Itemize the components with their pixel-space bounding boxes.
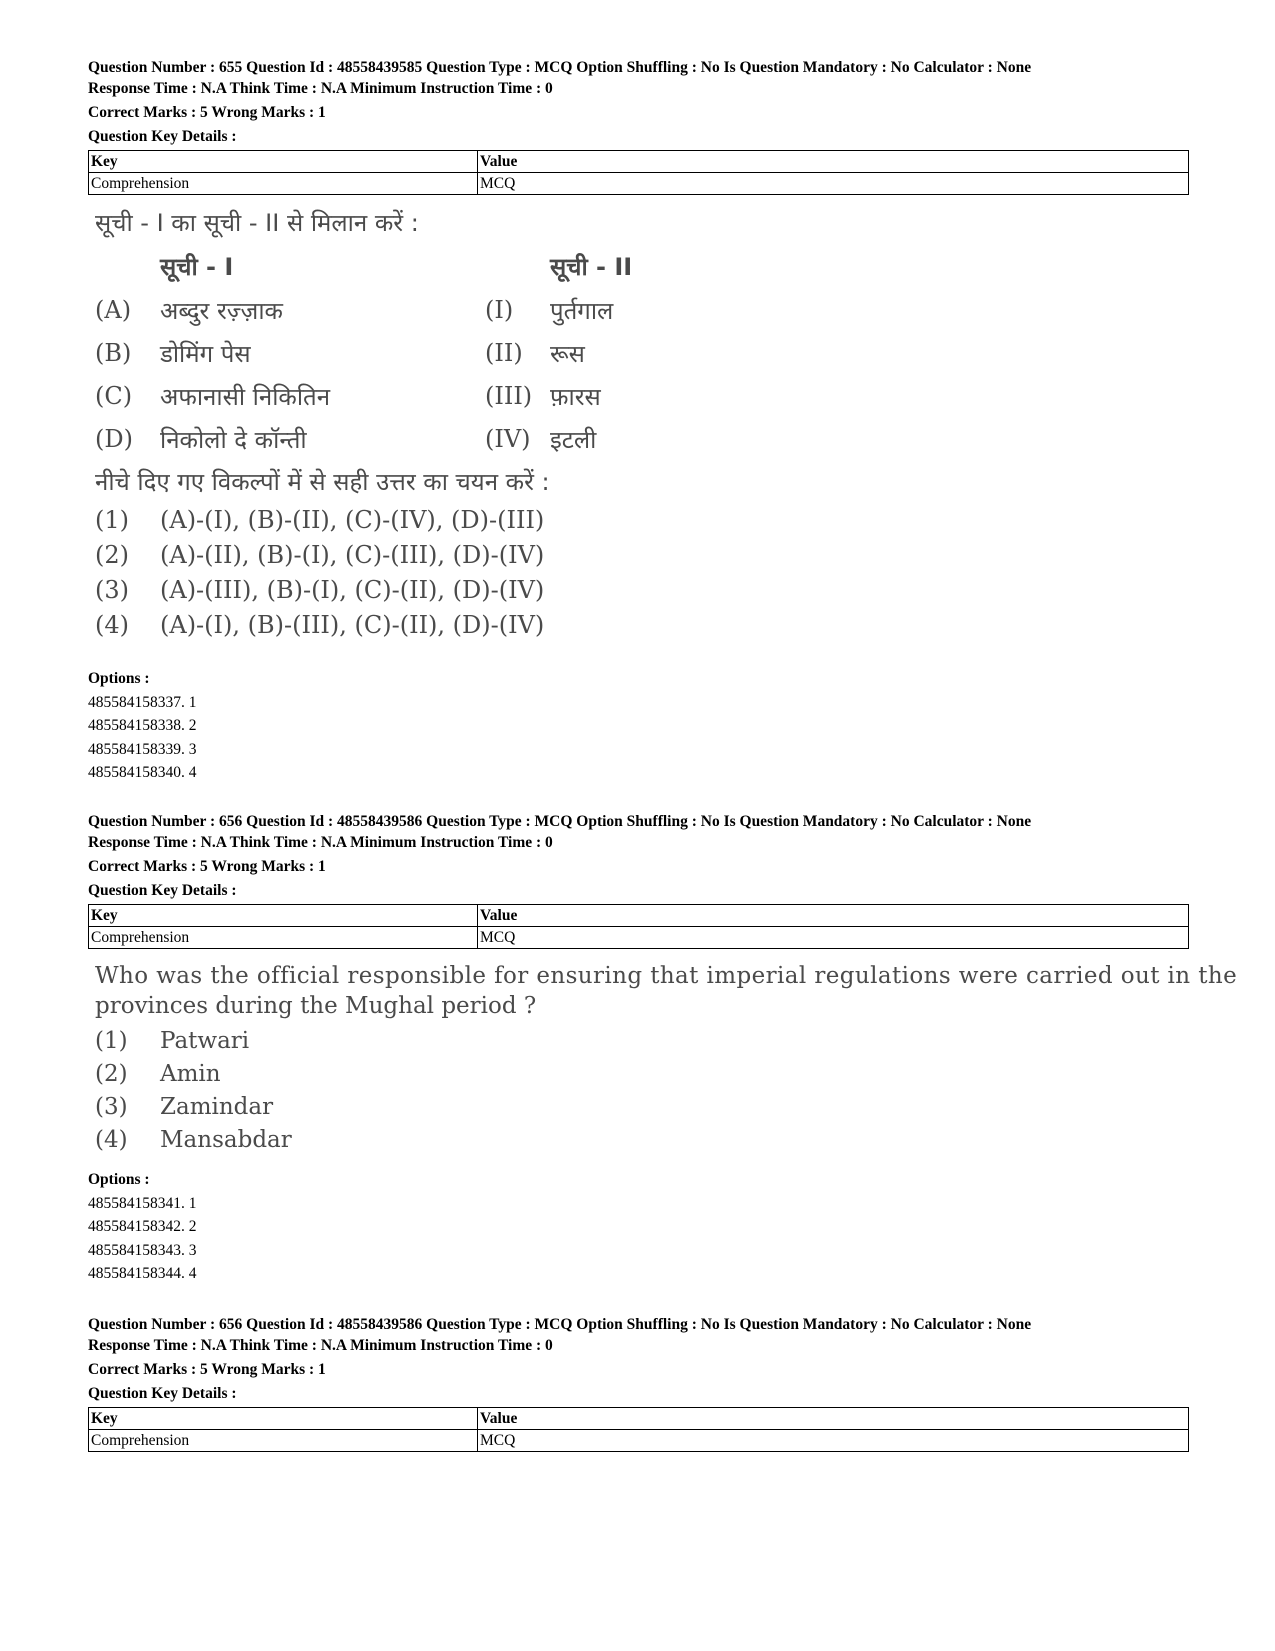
list1-label: (C) [95, 382, 133, 410]
list1-label: (D) [95, 425, 133, 453]
response-time-line: Response Time : N.A Think Time : N.A Minimum Instruction Time : 0 [88, 1337, 553, 1354]
option-item: 485584158344. 4 [88, 1265, 197, 1282]
response-time-line: Response Time : N.A Think Time : N.A Minimum Instruction Time : 0 [88, 80, 553, 97]
choice-number: (3) [95, 576, 129, 604]
list2-item: इटली [550, 426, 597, 454]
choice-text: (A)-(II), (B)-(I), (C)-(III), (D)-(IV) [160, 541, 545, 569]
question-text-line: provinces during the Mughal period ? [95, 993, 537, 1019]
choice-text: (A)-(III), (B)-(I), (C)-(II), (D)-(IV) [160, 576, 545, 604]
list1-item: निकोलो दे कॉन्ती [160, 426, 307, 454]
list2-item: फ़ारस [550, 383, 601, 411]
list1-item: अब्दुर रज़्ज़ाक [160, 297, 283, 325]
choice-number: (1) [95, 1028, 128, 1054]
key-details-label: Question Key Details : [88, 1385, 237, 1402]
list2-item: रूस [550, 340, 585, 368]
table-header-key: Key [89, 1408, 478, 1430]
table-header-key: Key [89, 905, 478, 927]
option-item: 485584158338. 2 [88, 717, 197, 734]
list2-heading: सूची - II [550, 253, 633, 281]
choice-number: (4) [95, 1127, 128, 1153]
choice-number: (4) [95, 611, 129, 639]
choice-number: (3) [95, 1094, 128, 1120]
question-meta-line: Question Number : 655 Question Id : 48558439585 Question Type : MCQ Option Shuffling : No Is Question Mandatory : No Calculator : None [88, 59, 1032, 76]
list1-heading: सूची - I [160, 253, 234, 281]
option-item: 485584158343. 3 [88, 1241, 197, 1259]
options-label: Options : [88, 1171, 150, 1188]
list1-item: डोमिंग पेस [160, 340, 251, 368]
match-instruction: सूची - I का सूची - II से मिलान करें : [95, 209, 419, 237]
options-list [88, 1168, 197, 1286]
option-item: 485584158341. 1 [88, 1194, 197, 1212]
list2-label: (II) [485, 339, 523, 367]
key-details-label: Question Key Details : [88, 128, 237, 145]
response-time-line: Response Time : N.A Think Time : N.A Minimum Instruction Time : 0 [88, 834, 553, 851]
table-header-key: Key [89, 151, 478, 173]
list1-item: अफानासी निकितिन [160, 383, 331, 411]
table-header-value: Value [478, 151, 1189, 173]
choice-text: Patwari [160, 1028, 250, 1054]
choice-number: (2) [95, 1061, 128, 1087]
table-cell-key: Comprehension [89, 927, 478, 949]
list2-label: (III) [485, 382, 533, 410]
table-cell-key: Comprehension [89, 173, 478, 195]
option-item: 485584158337. 1 [88, 693, 197, 711]
table-cell-value: MCQ [478, 1430, 1189, 1452]
list2-label: (I) [485, 296, 514, 324]
list2-label: (IV) [485, 425, 531, 453]
marks-line: Correct Marks : 5 Wrong Marks : 1 [88, 1361, 326, 1378]
choice-text: Zamindar [160, 1094, 274, 1120]
key-details-label: Question Key Details : [88, 882, 237, 899]
choice-text: (A)-(I), (B)-(III), (C)-(II), (D)-(IV) [160, 611, 545, 639]
choice-text: Mansabdar [160, 1127, 292, 1153]
table-cell-value: MCQ [478, 173, 1189, 195]
table-cell-value: MCQ [478, 927, 1189, 949]
marks-line: Correct Marks : 5 Wrong Marks : 1 [88, 104, 326, 121]
list1-label: (B) [95, 339, 132, 367]
table-header-value: Value [478, 905, 1189, 927]
option-item: 485584158339. 3 [88, 740, 197, 758]
option-item: 485584158340. 4 [88, 764, 197, 781]
question-656-repeat-header [88, 1314, 1188, 1452]
choice-number: (2) [95, 541, 129, 569]
options-label: Options : [88, 670, 150, 687]
question-meta-line: Question Number : 656 Question Id : 48558439586 Question Type : MCQ Option Shuffling : No Is Question Mandatory : No Calculator : None [88, 1316, 1032, 1333]
choice-text: (A)-(I), (B)-(II), (C)-(IV), (D)-(III) [160, 506, 545, 534]
table-cell-key: Comprehension [89, 1430, 478, 1452]
choice-text: Amin [160, 1061, 221, 1087]
table-header-value: Value [478, 1408, 1189, 1430]
choose-prompt: नीचे दिए गए विकल्पों में से सही उत्तर का चयन करें : [95, 468, 550, 496]
list2-item: पुर्तगाल [550, 297, 614, 325]
question-meta-line: Question Number : 656 Question Id : 48558439586 Question Type : MCQ Option Shuffling : No Is Question Mandatory : No Calculator : None [88, 813, 1032, 830]
key-details-table [88, 1407, 1189, 1452]
list1-label: (A) [95, 296, 132, 324]
question-text-line: Who was the official responsible for ensuring that imperial regulations were carried out in the [95, 963, 1238, 989]
option-item: 485584158342. 2 [88, 1218, 197, 1235]
marks-line: Correct Marks : 5 Wrong Marks : 1 [88, 858, 326, 875]
choice-number: (1) [95, 506, 129, 534]
